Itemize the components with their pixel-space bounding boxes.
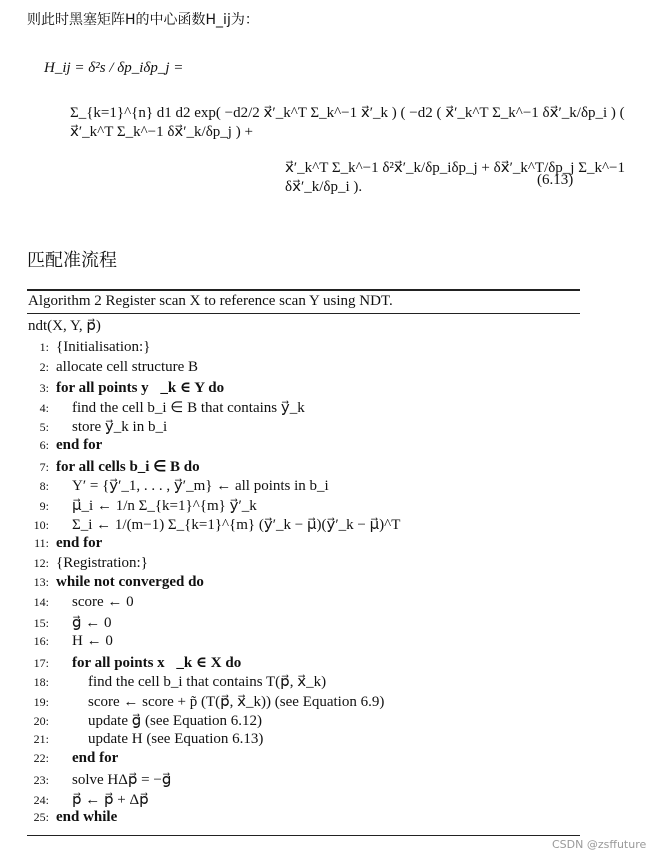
algorithm-line — [27, 653, 580, 673]
algorithm-line — [27, 731, 580, 751]
line-number: 25: — [33, 810, 49, 825]
algorithm-line — [27, 594, 580, 614]
line-number: 24: — [33, 792, 49, 807]
line-number: 23: — [33, 773, 49, 788]
algorithm-line — [27, 711, 580, 731]
line-text: end for — [56, 436, 103, 453]
line-text: solve HΔp⃗ = −g⃗ — [72, 772, 172, 789]
algorithm-line — [27, 339, 580, 359]
line-number: 8: — [39, 479, 49, 494]
line-text: find the cell b_i that contains T(p⃗, x⃗_k) — [88, 674, 327, 691]
algorithm-line — [27, 790, 580, 810]
line-number: 2: — [39, 359, 49, 374]
line-number: 4: — [39, 400, 49, 415]
line-text: μ⃗_i ← 1/n Σ_{k=1}^{m} y⃗′_k — [72, 497, 257, 514]
equation-line-3: x⃗′_k^T Σ_k^−1 δ²x⃗′_k/δp_iδp_j + δx⃗′_k^T/δp_j Σ_k^−1 δx⃗′_k/δp_i ). — [285, 160, 625, 195]
algorithm-line — [27, 750, 580, 770]
line-number: 17: — [33, 655, 49, 670]
algorithm-line — [27, 476, 580, 496]
algorithm-line — [27, 378, 580, 398]
line-number: 10: — [33, 518, 49, 533]
line-text: store y⃗_k in b_i — [72, 419, 168, 436]
line-text: update H (see Equation 6.13) — [88, 730, 264, 747]
line-text: find the cell b_i ∈ B that contains y⃗_k — [72, 399, 305, 416]
line-text: score ← score + p̃ (T(p⃗, x⃗_k)) (see Equation 6.9) — [88, 693, 385, 710]
equation-line-2: Σ_{k=1}^{n} d1 d2 exp( −d2/2 x⃗′_k^T Σ_k^−1 x⃗′_k ) ( −d2 ( x⃗′_k^T Σ_k^−1 δx⃗′_k/δp_i ) ( x⃗′_k^T Σ_k^−1 δx⃗′_k/δp_j ) + — [70, 105, 625, 140]
line-number: 16: — [33, 633, 49, 648]
intro-text: 则此时黑塞矩阵H的中心函数H_ij为： — [27, 12, 259, 28]
algorithm-line — [27, 437, 580, 457]
line-text: score ← 0 — [72, 593, 134, 610]
algorithm-line — [27, 672, 580, 692]
algorithm-line — [27, 555, 580, 575]
line-number: 20: — [33, 714, 49, 729]
line-text: for all points y⃗_k ∈ Y do — [56, 380, 225, 397]
line-text: while not converged do — [56, 574, 204, 591]
line-number: 13: — [33, 575, 49, 590]
line-number: 1: — [39, 340, 49, 354]
line-text: end while — [56, 809, 118, 826]
algorithm-line — [27, 496, 580, 516]
algorithm-signature: ndt(X, Y, p⃗) — [28, 318, 101, 334]
algorithm-line — [27, 417, 580, 437]
line-text: {Initialisation:} — [56, 339, 151, 355]
algorithm-lines — [27, 339, 580, 829]
algorithm-line — [27, 770, 580, 790]
line-number: 11: — [34, 535, 49, 550]
line-text: H ← 0 — [72, 632, 113, 649]
algorithm-line — [27, 613, 580, 633]
algorithm-line — [27, 359, 580, 379]
algorithm-line — [27, 535, 580, 555]
algorithm-line — [27, 515, 580, 535]
line-text: p⃗ ← p⃗ + Δp⃗ — [72, 791, 149, 808]
line-text: allocate cell structure B — [56, 358, 199, 375]
line-text: Σ_i ← 1/(m−1) Σ_{k=1}^{m} (y⃗′_k − μ⃗)(y⃗′_k − μ⃗)^T — [72, 517, 401, 534]
line-number: 15: — [33, 616, 49, 631]
line-number: 19: — [33, 694, 49, 709]
line-number: 3: — [39, 381, 49, 396]
algorithm-line — [27, 633, 580, 653]
line-text: Y′ = {y⃗′_1, . . . , y⃗′_m} ← all points in b_i — [72, 478, 329, 495]
line-number: 21: — [33, 731, 49, 746]
line-text: end for — [72, 750, 119, 767]
algorithm-line — [27, 574, 580, 594]
line-number: 14: — [33, 594, 49, 609]
line-number: 6: — [39, 437, 49, 452]
line-number: 22: — [33, 751, 49, 766]
line-number: 9: — [39, 498, 49, 513]
line-text: g⃗ ← 0 — [72, 615, 112, 632]
watermark: CSDN @zsffuture — [552, 838, 647, 851]
line-text: for all points x⃗_k ∈ X do — [72, 654, 242, 671]
line-number: 7: — [39, 459, 49, 474]
section-title: 匹配准流程 — [27, 250, 117, 271]
algorithm-line — [27, 457, 580, 477]
line-number: 12: — [33, 555, 49, 570]
algorithm-title: Algorithm 2 Register scan X to reference scan Y using NDT. — [28, 293, 393, 309]
algorithm-line — [27, 692, 580, 712]
line-text: {Registration:} — [56, 554, 148, 571]
algorithm-box — [27, 289, 580, 836]
bottom-rule — [27, 835, 580, 836]
equation-line-1: H_ij = δ²s / δp_iδp_j = — [44, 60, 184, 76]
line-text: for all cells b_i ∈ B do — [56, 458, 200, 475]
equation-number: (6.13) — [537, 172, 574, 188]
algorithm-line — [27, 809, 580, 829]
line-text: end for — [56, 534, 103, 551]
algorithm-line — [27, 398, 580, 418]
line-number: 5: — [39, 420, 49, 435]
line-text: update g⃗ (see Equation 6.12) — [88, 713, 263, 730]
line-number: 18: — [33, 675, 49, 690]
